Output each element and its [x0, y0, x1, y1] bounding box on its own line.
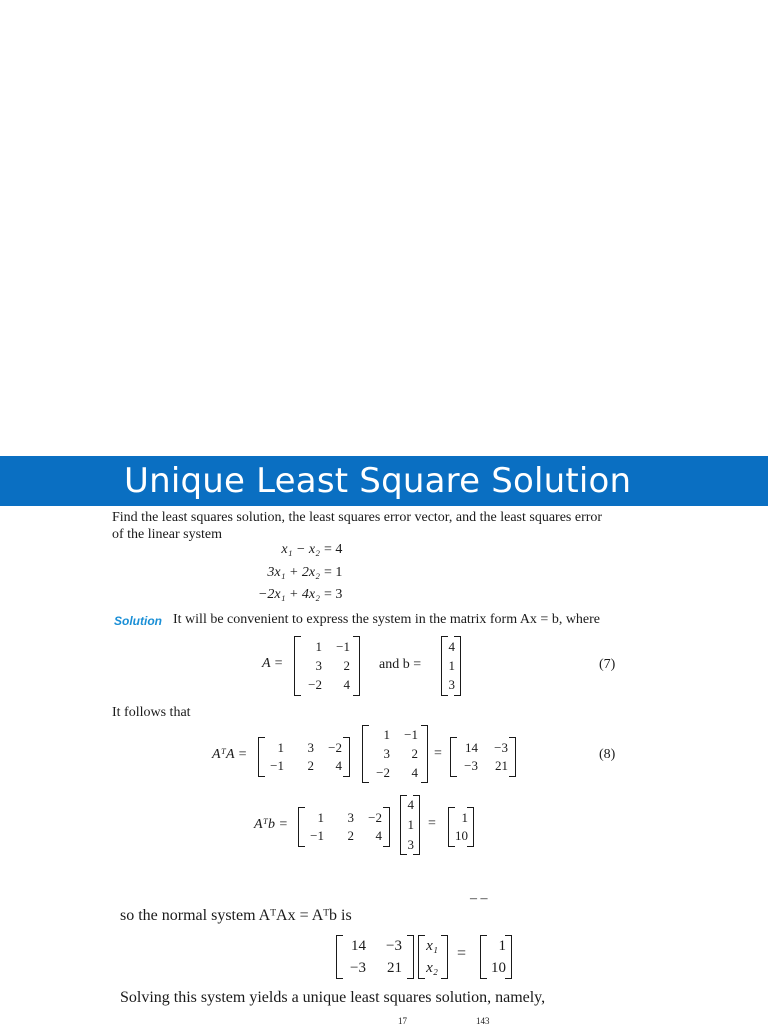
vector-b-repeat	[400, 795, 420, 855]
matrix-cell: −1	[310, 828, 324, 843]
slide-title: Unique Least Square Solution	[124, 461, 632, 501]
matrix-cell: 1	[315, 639, 322, 654]
dash-marks: – –	[470, 891, 488, 906]
matrix-cell: −3	[494, 740, 508, 755]
matrix-cell: −2	[308, 677, 322, 692]
matrix-cell: 3	[383, 746, 390, 761]
vector-atb-2	[480, 935, 512, 979]
title-banner	[0, 456, 768, 506]
vector-cell: 3	[448, 677, 455, 692]
matrix-cell: 1	[277, 740, 284, 755]
vector-cell: 4	[407, 797, 414, 812]
equals-sign: =	[457, 945, 467, 962]
matrix-cell: −2	[376, 765, 390, 780]
atb-label: Aᵀb =	[254, 817, 288, 832]
matrix-ata-2	[336, 935, 414, 979]
matrix-cell: 14	[465, 740, 478, 755]
vector-cell: 1	[461, 810, 468, 825]
equation-2-lhs: 3x₁ + 2x₂	[267, 565, 320, 580]
vector-cell: 1	[448, 658, 455, 673]
equation-number-7: (7)	[599, 657, 616, 672]
equation-1-rhs: = 4	[324, 542, 343, 557]
matrix-a-transpose	[258, 737, 350, 777]
ata-label: AᵀA =	[212, 747, 248, 762]
vector-cell: 10	[455, 828, 468, 843]
vector-cell: 1	[498, 938, 506, 954]
matrix-cell: 3	[347, 810, 354, 825]
matrix-cell: −1	[270, 758, 284, 773]
solution-label: Solution	[114, 614, 162, 628]
matrix-cell: 2	[343, 658, 350, 673]
matrix-cell: 4	[411, 765, 418, 780]
equation-2-rhs: = 1	[324, 565, 343, 580]
vector-x	[418, 935, 448, 979]
equation-3-rhs: = 3	[324, 587, 343, 602]
matrix-cell: −1	[404, 727, 418, 742]
matrix-cell: −3	[350, 960, 366, 976]
problem-line-1: Find the least squares solution, the least squares error vector, and the least squares error	[112, 510, 603, 525]
matrix-cell: 21	[495, 758, 508, 773]
solution-intro: It will be convenient to express the system in the matrix form Ax = b, where	[173, 612, 601, 627]
matrix-cell: 3	[315, 658, 322, 673]
equation-3-lhs: −2x₁ + 4x₂	[257, 587, 320, 602]
and-b-label: and b =	[379, 657, 422, 672]
vector-cell: x₁	[426, 938, 438, 954]
matrix-cell: 2	[307, 758, 314, 773]
matrix-cell: 21	[387, 960, 402, 976]
vector-atb	[448, 807, 474, 847]
matrix-cell: 1	[383, 727, 390, 742]
follows-text: It follows that	[112, 705, 191, 720]
matrix-cell: 4	[343, 677, 350, 692]
vector-cell: 10	[491, 960, 506, 976]
equation-number-8: (8)	[599, 747, 616, 762]
matrix-cell: 4	[335, 758, 342, 773]
equation-1-lhs: x₁ − x₂	[281, 542, 320, 557]
problem-line-2: of the linear system	[112, 527, 223, 542]
matrix-cell: 1	[317, 810, 324, 825]
matrix-a-repeat	[362, 725, 428, 783]
matrix-a	[294, 636, 360, 696]
matrix-cell: −3	[464, 758, 478, 773]
vector-cell: x₂	[426, 960, 438, 976]
matrix-a-label: A =	[262, 656, 284, 671]
matrix-a-transpose-2	[298, 807, 390, 847]
matrix-cell: −1	[336, 639, 350, 654]
equals-sign: =	[434, 746, 442, 761]
vector-cell: 1	[407, 817, 414, 832]
normal-system-text: so the normal system AᵀAx = Aᵀb is	[120, 907, 352, 924]
matrix-cell: 2	[411, 746, 418, 761]
matrix-cell: 2	[347, 828, 354, 843]
equals-sign: =	[428, 816, 436, 831]
vector-cell: 3	[407, 837, 414, 852]
matrix-cell: 3	[307, 740, 314, 755]
cutoff-numerator-2: 143	[476, 1016, 490, 1026]
cutoff-numerator-1: 17	[398, 1016, 407, 1026]
solving-text: Solving this system yields a unique least squares solution, namely,	[120, 989, 546, 1006]
matrix-cell: −2	[328, 740, 342, 755]
matrix-ata	[450, 737, 516, 777]
matrix-cell: 4	[375, 828, 382, 843]
vector-cell: 4	[448, 639, 455, 654]
matrix-cell: 14	[351, 938, 366, 954]
matrix-cell: −3	[386, 938, 402, 954]
vector-b	[441, 636, 461, 696]
matrix-cell: −2	[368, 810, 382, 825]
